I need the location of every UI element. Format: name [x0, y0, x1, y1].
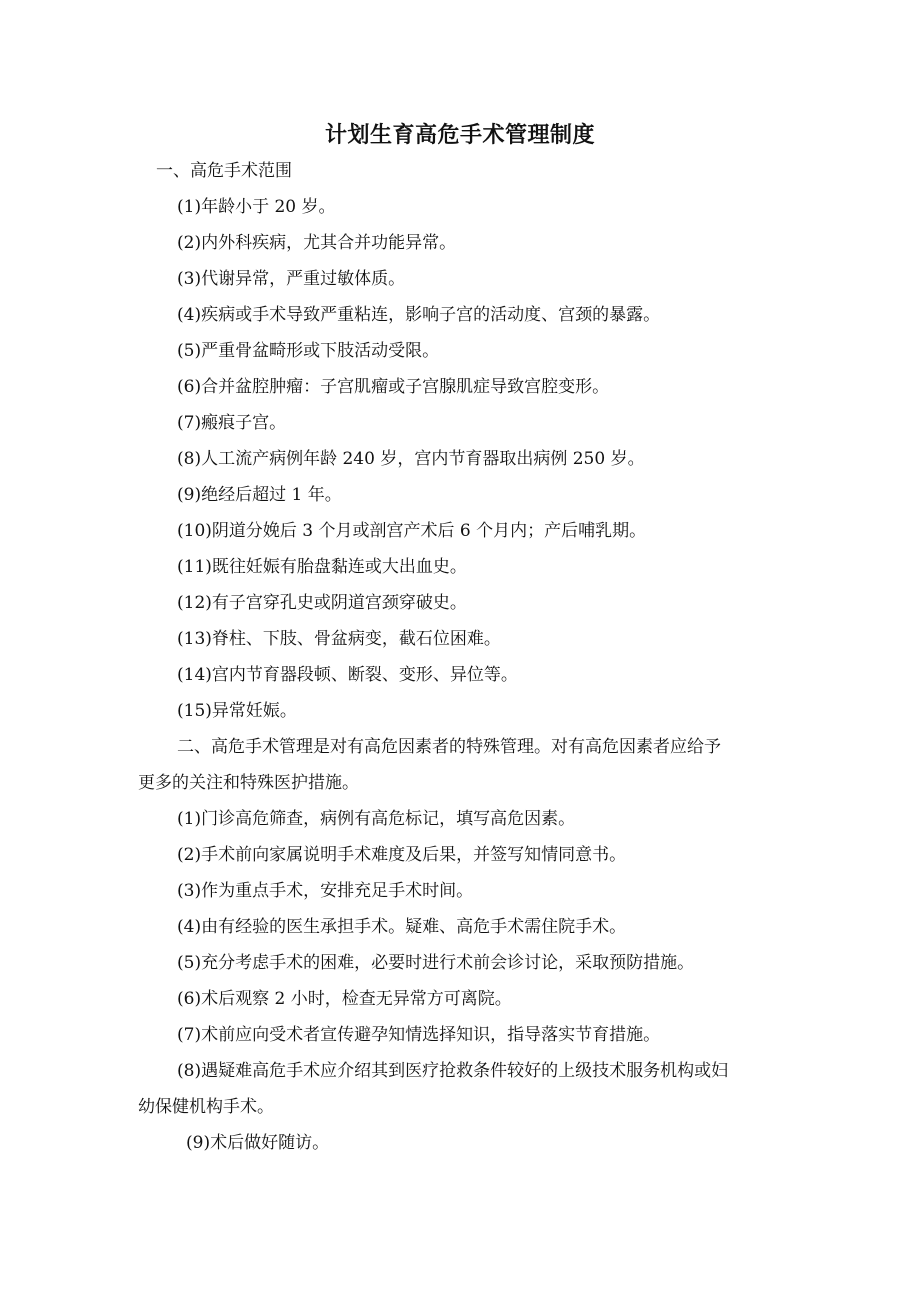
list-item: (6)术后观察 2 小时，检查无异常方可离院。	[177, 989, 512, 1009]
list-item: (3)作为重点手术，安排充足手术时间。	[177, 881, 474, 901]
list-item: (10)阴道分娩后 3 个月或剖宫产术后 6 个月内；产后哺乳期。	[177, 521, 647, 541]
list-item: (8)人工流产病例年龄 240 岁，宫内节育器取出病例 250 岁。	[177, 449, 645, 469]
list-item-line2: 幼保健机构手术。	[138, 1097, 274, 1117]
list-item: (5)严重骨盆畸形或下肢活动受限。	[177, 341, 440, 361]
list-item: (1)年龄小于 20 岁。	[177, 197, 336, 217]
list-item: (15)异常妊娠。	[177, 701, 297, 721]
list-item: (13)脊柱、下肢、骨盆病变，截石位困难。	[177, 629, 501, 649]
list-item: (14)宫内节育器段顿、断裂、变形、异位等。	[177, 665, 518, 685]
list-item: (6)合并盆腔肿瘤：子宫肌瘤或子宫腺肌症导致宫腔变形。	[177, 377, 610, 397]
section2-heading-line2: 更多的关注和特殊医护措施。	[138, 773, 359, 793]
list-item: (9)绝经后超过 1 年。	[177, 485, 342, 505]
list-item: (5)充分考虑手术的困难，必要时进行术前会诊讨论，采取预防措施。	[177, 953, 695, 973]
list-item-line1: (8)遇疑难高危手术应介绍其到医疗抢救条件较好的上级技术服务机构或妇	[177, 1061, 729, 1081]
list-item: (7)术前应向受术者宣传避孕知情选择知识，指导落实节育措施。	[177, 1025, 661, 1045]
section1-heading: 一、高危手术范围	[156, 161, 292, 181]
list-item: (4)由有经验的医生承担手术。疑难、高危手术需住院手术。	[177, 917, 627, 937]
list-item: (4)疾病或手术导致严重粘连，影响子宫的活动度、宫颈的暴露。	[177, 305, 661, 325]
list-item: (12)有子宫穿孔史或阴道宫颈穿破史。	[177, 593, 467, 613]
list-item: (1)门诊高危筛查，病例有高危标记，填写高危因素。	[177, 809, 576, 829]
list-item: (2)手术前向家属说明手术难度及后果，并签写知情同意书。	[177, 845, 627, 865]
list-item: (2)内外科疾病，尤其合并功能异常。	[177, 233, 457, 253]
list-item: (7)瘢痕子宫。	[177, 413, 287, 433]
list-item: (11)既往妊娠有胎盘黏连或大出血史。	[177, 557, 467, 577]
document-title: 计划生育高危手术管理制度	[324, 123, 595, 148]
section2-heading-line1: 二、高危手术管理是对有高危因素者的特殊管理。对有高危因素者应给予	[177, 737, 721, 757]
list-item: (3)代谢异常，严重过敏体质。	[177, 269, 406, 289]
list-item: (9)术后做好随访。	[186, 1133, 330, 1153]
